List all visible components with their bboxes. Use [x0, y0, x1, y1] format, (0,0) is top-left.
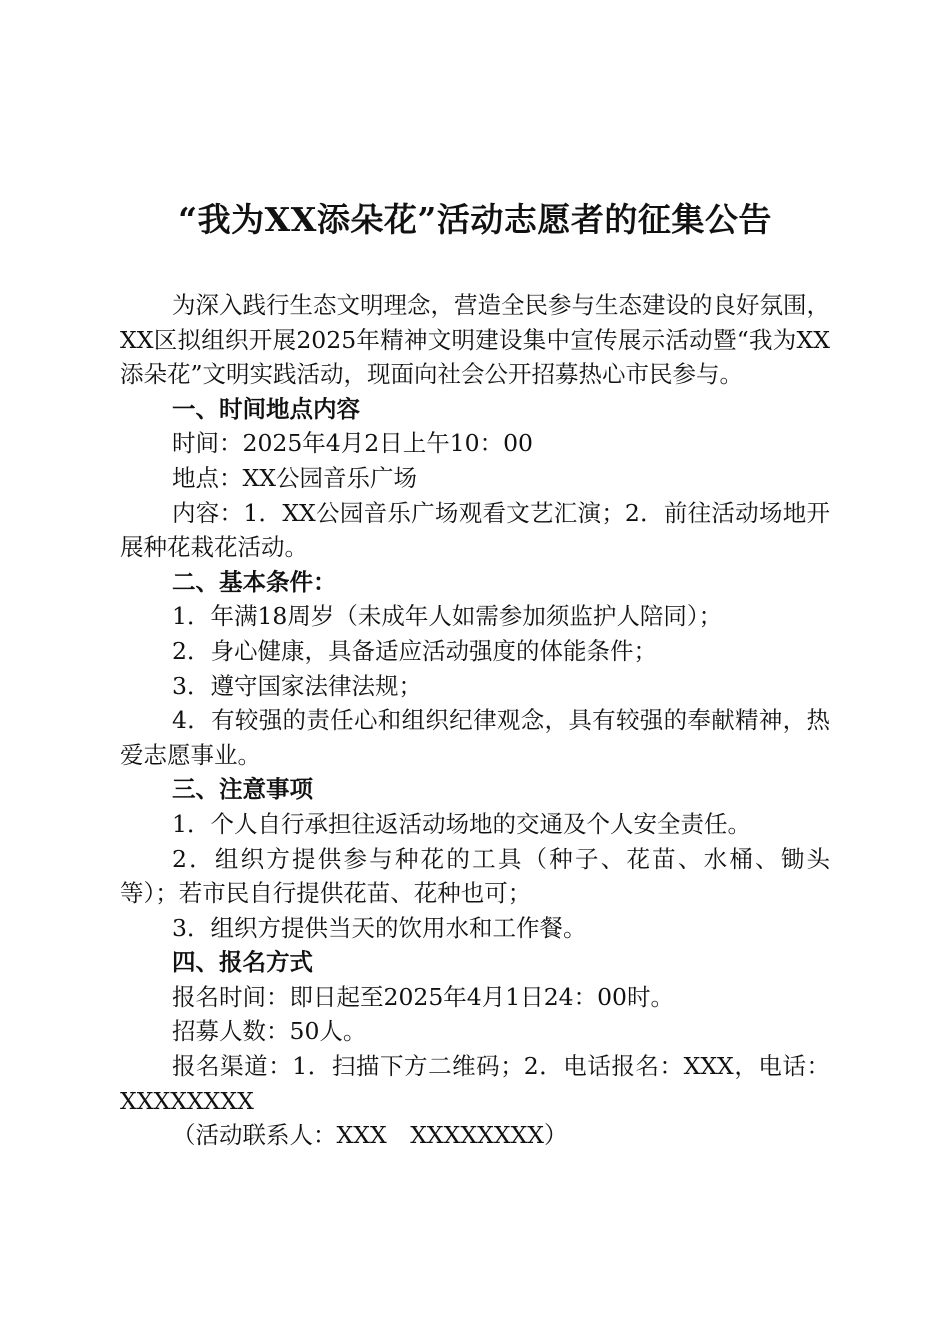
event-time: 时间：2025年4月2日上午10：00: [172, 429, 534, 458]
document-title: “我为XX添朵花”活动志愿者的征集公告: [178, 200, 772, 239]
recruit-headcount: 招募人数：50人。: [172, 1017, 367, 1046]
contact-person: （活动联系人：XXX XXXXXXXX）: [172, 1121, 568, 1150]
event-place: 地点：XX公园音乐广场: [172, 463, 417, 492]
requirement-item: 1．年满18周岁（未成年人如需参加须监护人陪同）；: [172, 602, 723, 631]
section-heading-notes: 三、注意事项: [172, 775, 313, 804]
requirement-item: 4．有较强的责任心和组织纪律观念，具有较强的奉献精神，热爱志愿事业。: [120, 706, 830, 769]
signup-channels: 报名渠道：1．扫描下方二维码；2．电话报名：XXX，电话：XXXXXXXX: [120, 1052, 830, 1115]
section-heading-requirements: 二、基本条件：: [172, 567, 337, 596]
section-heading-signup: 四、报名方式: [172, 948, 313, 977]
signup-time: 报名时间：即日起至2025年4月1日24：00时。: [172, 982, 675, 1011]
note-item: 2．组织方提供参与种花的工具（种子、花苗、水桶、锄头等）；若市民自行提供花苗、花种也可；: [120, 844, 830, 908]
intro-paragraph: 为深入践行生态文明理念，营造全民参与生态建设的良好氛围，XX区拟组织开展2025年精神文明建设集中宣传展示活动暨“我为XX添朵花”文明实践活动，现面向社会公开招募热心市民参与。: [120, 291, 830, 389]
section-heading-time-place: 一、时间地点内容: [172, 394, 360, 423]
requirement-item: 2．身心健康，具备适应活动强度的体能条件；: [172, 636, 657, 665]
event-content: 内容：1．XX公园音乐广场观看文艺汇演；2．前往活动场地开展种花栽花活动。: [120, 498, 830, 562]
document-body: [120, 288, 830, 1153]
requirement-item: 3．遵守国家法律法规；: [172, 671, 422, 700]
note-item: 1．个人自行承担往返活动场地的交通及个人安全责任。: [172, 809, 751, 838]
note-item: 3．组织方提供当天的饮用水和工作餐。: [172, 913, 587, 942]
